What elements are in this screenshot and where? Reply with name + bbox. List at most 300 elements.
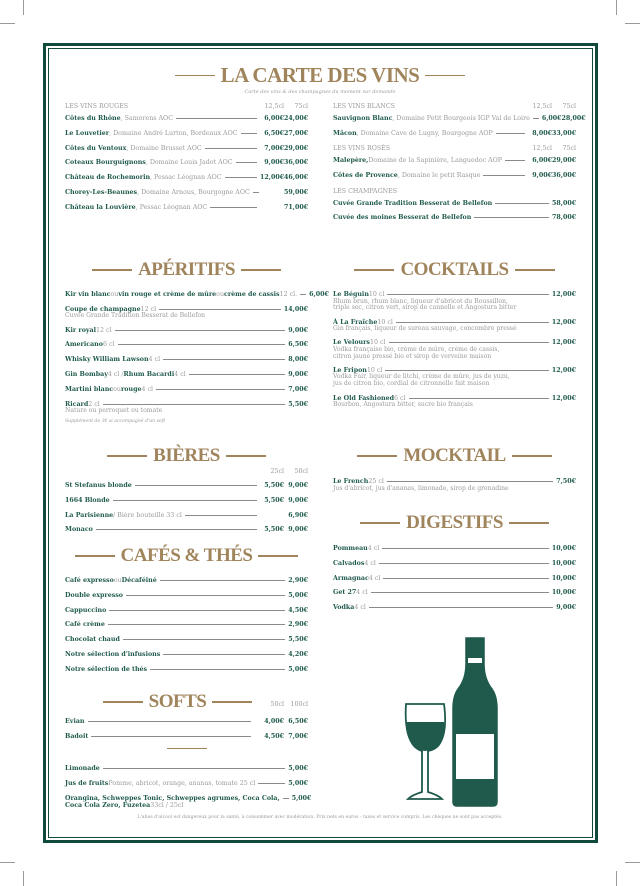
item-name: rouge: [120, 385, 142, 393]
menu-item-row: [65, 145, 308, 153]
item-name: Malepère,: [333, 157, 369, 165]
item-price: 4,50€: [288, 606, 308, 614]
item-name: Mâcon: [333, 129, 357, 137]
size-col-2: 100cl: [290, 701, 308, 708]
menu-item: [65, 386, 308, 394]
menu-item-row: [65, 327, 308, 335]
dot-leader: [396, 322, 549, 323]
dot-leader: [176, 118, 257, 119]
aperitifs-note: Supplément de 3€ si accompagné d'un soft: [65, 419, 166, 425]
price-small: 6,00€: [264, 115, 284, 122]
menu-item-row: [65, 482, 308, 490]
dot-leader: [253, 192, 259, 193]
dot-leader: [371, 592, 549, 593]
item-name: Ricard: [65, 400, 89, 408]
menu-item-row: [65, 733, 308, 741]
bieres-size-header: [65, 468, 308, 480]
heading-rule: [258, 555, 298, 557]
menu-item-row: [65, 386, 308, 394]
item-name: Armagnac: [333, 574, 369, 582]
heading-rule: [241, 269, 281, 271]
item-description: Rhum brun, rhum blanc, liqueur d'abricot du Roussillon,: [333, 297, 508, 305]
item-detail: 4 cl: [174, 370, 186, 378]
dot-leader: [115, 330, 286, 331]
item-name: Martini blanc: [65, 385, 114, 393]
item-description: Nature ou perroquet ou tomate: [65, 407, 163, 415]
heading-text: CAFÉS & THÉS: [120, 545, 253, 566]
item-price: 2,90€: [288, 577, 308, 584]
price-large: 6,90€: [288, 511, 308, 519]
dot-leader: [379, 563, 549, 564]
crop-mark: [23, 871, 24, 886]
price-small: 7,00€: [264, 144, 284, 152]
price-small: 8,00€: [532, 129, 552, 137]
item-name: Le Fripon: [333, 366, 367, 374]
item-detail: , Pessac Léognan AOC: [150, 174, 222, 182]
item-detail: , Domaine le petit Rasque: [397, 172, 481, 180]
heading-text: APÉRITIFS: [138, 259, 235, 280]
section-label: LES VINS ROUGES: [65, 103, 129, 110]
menu-item-row: [65, 512, 308, 520]
item-price: 10,00€: [551, 559, 576, 567]
item-detail: 4 cl: [367, 545, 380, 552]
item-price: 10,00€: [551, 589, 576, 597]
item-name: Coca Cola Zero, Fuzetea: [65, 802, 151, 810]
item-detail: , Domaine Petit Bourgeois IGP Val de Loire: [392, 115, 530, 122]
dot-leader: [387, 481, 553, 482]
menu-item-row: [65, 666, 308, 674]
item-name: Chocolat chaud: [65, 636, 120, 644]
dot-leader: [382, 548, 549, 549]
item-name: Whisky William Lawson: [65, 356, 149, 364]
dot-leader: [126, 595, 285, 596]
crop-mark: [0, 862, 15, 863]
heading-text: COCKTAILS: [400, 259, 509, 280]
item-name: Château de Rochemorin: [65, 174, 151, 182]
menu-item-row: [65, 636, 308, 644]
item-name: Le Velours: [333, 339, 370, 347]
legal-footer-note: L'abus d'alcool est dangereux pour la santé, à consommer avec modération. Prix nets en euros - taxes et service compris. Les chèques ne sont pas acceptés.: [137, 815, 503, 820]
item-detail: , Samorens AOC: [120, 115, 174, 122]
item-price: 5,00€: [291, 794, 312, 802]
item-name: Sauvignon Blanc: [333, 115, 393, 122]
dot-leader: [496, 133, 525, 134]
item-detail: 2 cl: [88, 400, 100, 408]
softs-divider: [167, 748, 207, 750]
menu-item-row: [65, 780, 308, 788]
dot-leader: [495, 203, 549, 204]
item-name: Kir royal: [65, 326, 97, 334]
dot-leader: [118, 344, 286, 345]
bieres-heading: [65, 444, 308, 468]
size-col-2: 75cl: [562, 103, 576, 110]
item-detail: , Domaine André Lurton, Bordeaux AOC: [109, 129, 238, 137]
item-name: Cuvée Grande Tradition Besserat de Bellefon: [333, 199, 493, 207]
heading-rule: [92, 269, 132, 271]
price-small: 4,50€: [264, 732, 284, 740]
heading-rule: [509, 522, 549, 524]
item-price: 2,90€: [288, 621, 308, 629]
softs-size-header: [254, 701, 308, 714]
item-name: Americano: [65, 341, 103, 349]
size-col-1: 25cl: [270, 468, 284, 475]
dot-leader: [409, 398, 549, 399]
dot-leader: [185, 515, 257, 516]
menu-item-row: [333, 157, 576, 165]
dot-leader: [505, 160, 525, 161]
price-small: 9,00€: [264, 159, 284, 167]
menu-item-row: [65, 189, 308, 197]
aperitifs-heading: [65, 258, 308, 282]
menu-item: [65, 306, 308, 320]
dot-leader: [369, 607, 553, 608]
item-price: 10,00€: [551, 545, 576, 552]
dot-leader: [389, 342, 549, 343]
menu-item: [65, 291, 329, 299]
item-description: Cuvée Grande Tradition Besserat de Bellefon: [65, 312, 206, 320]
menu-item: [333, 367, 576, 388]
item-price: 12,00€: [551, 394, 576, 402]
item-name: Coupe de champagne: [65, 305, 141, 313]
item-name: Orangina, Schweppes Tonic, Schweppes agrumes, Coca Cola,: [65, 794, 280, 802]
price-large: 36,00€: [552, 172, 577, 180]
item-description: Vodka française bio, crème de mûre, crème de cassis,: [333, 345, 500, 353]
item-name: Le Louvetier: [65, 129, 110, 137]
vins-blancs-header: [333, 103, 576, 115]
dot-leader: [241, 133, 257, 134]
dot-leader: [156, 389, 285, 390]
dot-leader: [258, 783, 285, 784]
dot-leader: [533, 118, 539, 119]
price-large: 7,00€: [288, 732, 308, 740]
size-col-1: 12,5cl: [532, 145, 552, 153]
page-title: [0, 63, 640, 88]
heading-rule: [226, 455, 266, 457]
item-price: 6,50€: [288, 341, 308, 349]
item-detail: 12 cl.: [279, 291, 298, 298]
price-large: 9,00€: [288, 482, 308, 489]
item-detail: 4 cl: [356, 589, 368, 597]
size-col-1: 12,5cl: [264, 103, 284, 110]
mocktail-heading: [333, 444, 576, 468]
dot-leader: [236, 162, 257, 163]
item-detail: Pomme, abricot, orange, ananas, tomate 25 cl: [108, 779, 256, 787]
section-digestifs: [333, 511, 576, 619]
item-name: Gin Bombay: [65, 370, 108, 378]
item-name: Rhum Bacardi: [123, 370, 175, 378]
price-large: 33,00€: [552, 129, 577, 137]
champagnes-header: [333, 188, 576, 200]
menu-item-row: [65, 526, 308, 534]
item-description: citron jaune pressé bio et sirop de verveine maison: [333, 352, 492, 360]
heading-rule: [103, 701, 143, 703]
item-name: Cuvée des moines Besserat de Bellefon: [333, 214, 472, 222]
page-title-text: LA CARTE DES VINS: [220, 63, 420, 87]
price-large: 58,00€: [552, 199, 577, 207]
softs-heading: [65, 690, 254, 714]
dot-leader: [387, 294, 548, 295]
item-price: 5,50€: [288, 636, 308, 644]
menu-item-row: [65, 371, 308, 379]
dot-leader: [383, 578, 548, 579]
item-name: Get 27: [333, 589, 357, 597]
item-detail: ou: [110, 291, 119, 298]
price-small: 12,00€: [260, 174, 285, 182]
heading-rule: [75, 555, 115, 557]
item-name: Kir vin blanc: [65, 291, 111, 298]
menu-item-row: [65, 159, 308, 167]
menu-item-row: [333, 130, 576, 138]
price-large: 29,00€: [552, 157, 577, 165]
dot-leader: [283, 798, 289, 799]
menu-item: [65, 401, 308, 415]
item-detail: 6 cl: [394, 394, 406, 402]
item-detail: , Domaine Cave de Lugny, Bourgogne AOP: [356, 129, 493, 137]
item-name: Côtes de Provence: [333, 172, 398, 180]
price-large: 59,00€: [284, 188, 309, 196]
item-price: 10,00€: [551, 574, 576, 582]
item-detail: 10 cl: [368, 291, 385, 298]
item-price: 6,00€: [309, 291, 329, 298]
item-detail: 10 cl: [377, 318, 393, 326]
item-name: Café expresso: [65, 577, 114, 584]
menu-item: [65, 371, 308, 379]
menu-item: [65, 341, 308, 349]
section-label: LES VINS ROSÉS: [333, 145, 391, 153]
section-vins-blancs: [333, 103, 586, 229]
menu-item-row: [333, 545, 576, 553]
cocktails-heading: [333, 258, 576, 282]
item-name: Notre sélection d'infusions: [65, 650, 161, 658]
crop-mark: [0, 23, 15, 24]
menu-item: [65, 356, 308, 364]
item-name: Cappuccino: [65, 606, 107, 614]
heading-rule: [107, 455, 147, 457]
item-price: 5,00€: [288, 591, 308, 599]
item-price: 5,50€: [288, 400, 308, 408]
item-name: St Stefanus blonde: [65, 482, 132, 489]
item-name: Côtes du Rhône: [65, 115, 121, 122]
item-price: 12,00€: [551, 291, 576, 298]
price-large: 29,00€: [284, 144, 309, 152]
item-name: Evian: [65, 718, 85, 725]
item-price: 9,00€: [556, 604, 576, 612]
dot-leader: [108, 624, 285, 625]
digestifs-heading: [333, 511, 576, 535]
price-large: 71,00€: [284, 203, 309, 211]
item-name: À La Fraîche: [333, 318, 378, 326]
dot-leader: [150, 669, 285, 670]
dot-leader: [113, 500, 257, 501]
item-detail: 33cl / 25cl: [150, 802, 184, 810]
item-detail: ou: [113, 577, 122, 584]
vins-rouges-header: [65, 103, 308, 115]
section-cocktails: [333, 258, 576, 415]
menu-item-row: [65, 651, 308, 659]
section-label: LES CHAMPAGNES: [333, 187, 398, 195]
dot-leader: [160, 580, 286, 581]
dot-leader: [163, 654, 285, 655]
title-rule-right: [425, 75, 465, 77]
item-name: Vodka: [333, 604, 355, 612]
size-col-1: 50cl: [270, 701, 284, 708]
size-col-2: 75cl: [562, 145, 576, 153]
item-detail: , Domaine Arnous, Bourgogne AOC: [137, 188, 250, 196]
price-small: 5,50€: [264, 482, 284, 489]
item-name: Décaféiné: [121, 577, 157, 584]
price-large: 78,00€: [552, 214, 577, 222]
menu-item: [333, 339, 576, 360]
menu-item-row: [65, 577, 308, 585]
price-small: 6,50€: [264, 129, 284, 137]
item-name: Limonade: [65, 765, 100, 773]
dot-leader: [103, 404, 285, 405]
item-detail: , Domaine Brusset AOC: [126, 144, 202, 152]
price-large: 9,00€: [288, 496, 308, 504]
item-detail: 6 cl: [102, 341, 115, 349]
section-mocktail: [333, 444, 576, 499]
menu-item-row-2: [65, 802, 308, 810]
title-rule-left: [175, 75, 215, 77]
item-description: Gin français, liqueur de sureau sauvage, concombre pressé: [333, 325, 517, 333]
dot-leader: [483, 175, 525, 176]
menu-item-row: [65, 765, 308, 773]
item-name: crème de cassis: [224, 291, 280, 298]
price-small: 6,00€: [541, 115, 562, 122]
item-price: 8,00€: [288, 356, 308, 364]
dot-leader: [163, 359, 285, 360]
menu-item: [333, 291, 576, 312]
menu-item-row: [65, 794, 312, 803]
dot-leader: [109, 610, 285, 611]
item-detail: 12 cl: [140, 305, 157, 313]
crop-mark: [23, 0, 24, 15]
item-detail: / Bière bouteille 33 cl: [113, 511, 182, 519]
item-detail: 4 cl: [354, 604, 366, 612]
price-small: 4,00€: [264, 718, 284, 725]
menu-item-row: [333, 115, 586, 123]
item-detail: , Domaine Louis Jadot AOC: [145, 159, 233, 167]
item-price: 12,00€: [551, 339, 576, 347]
menu-item: [65, 327, 308, 335]
menu-item-row: [65, 341, 308, 349]
dot-leader: [189, 374, 285, 375]
section-label: LES VINS BLANCS: [333, 103, 395, 110]
crop-mark: [625, 862, 640, 863]
item-price: 14,00€: [283, 305, 308, 313]
dot-leader: [205, 148, 257, 149]
dot-leader: [91, 736, 251, 737]
item-price: 12,00€: [551, 318, 576, 326]
section-cafes-thes: [65, 544, 308, 681]
item-price: 5,00€: [288, 765, 308, 773]
menu-item-row: [65, 621, 308, 629]
menu-item-row: [333, 575, 576, 583]
menu-item-row: [65, 291, 329, 299]
item-detail: 4 cl: [368, 574, 381, 582]
item-name: Coteaux Bourguignons: [65, 159, 146, 167]
price-large: 24,00€: [284, 115, 309, 122]
crop-mark: [625, 23, 640, 24]
price-large: 28,00€: [561, 115, 586, 122]
menu-item: [333, 319, 576, 333]
size-col-1: 12,5cl: [532, 103, 552, 110]
softs-header-row: [65, 690, 308, 714]
dot-leader: [474, 217, 549, 218]
item-description: jus de citron bio, cordial de citronnelle fait maison: [333, 380, 490, 388]
item-detail: 12 cl: [96, 326, 112, 334]
cafes-heading: [65, 544, 308, 568]
section-bieres: [65, 444, 308, 541]
size-col-2: 50cl: [294, 468, 308, 475]
item-detail: ou: [113, 385, 121, 393]
menu-item-row: [333, 214, 576, 222]
dot-leader: [135, 485, 257, 486]
heading-rule: [515, 269, 555, 271]
menu-item-row: [333, 589, 576, 597]
item-name: Badoit: [65, 732, 89, 740]
item-name: Double expresso: [65, 591, 124, 599]
price-small: 5,50€: [264, 496, 284, 504]
item-name: Côtes du Ventoux: [65, 144, 127, 152]
menu-item-row: [333, 200, 576, 208]
heading-rule: [212, 701, 252, 703]
menu-item-row: [65, 115, 308, 123]
menu-item-row: [65, 592, 308, 600]
item-price: 9,00€: [288, 326, 308, 334]
item-description: Vodka Fair, liqueur de litchi, crème de mûre, jus de yuzu,: [333, 373, 510, 381]
item-description: triple sec, citron vert, sirop de cannelle et Angostura bitter: [333, 304, 517, 312]
section-vins-rouges: [65, 103, 308, 219]
menu-item: [333, 478, 576, 492]
item-price: 5,00€: [288, 779, 308, 787]
item-price: 12,00€: [551, 366, 576, 374]
item-name: Le Béguin: [333, 291, 369, 298]
menu-item-row: [65, 607, 308, 615]
item-name: Château la Louvière: [65, 203, 136, 211]
heading-rule: [512, 455, 552, 457]
item-name: Notre sélection de thés: [65, 665, 148, 673]
price-large: 46,00€: [284, 174, 309, 182]
dot-leader: [225, 177, 257, 178]
heading-text: BIÈRES: [153, 445, 220, 466]
price-small: 6,00€: [532, 157, 552, 165]
crop-mark: [616, 0, 617, 15]
item-description: Jus d'abricot, jus d'ananas, limonade, sirop de grenadine: [333, 484, 509, 492]
heading-rule: [354, 269, 394, 271]
menu-header: [0, 63, 640, 95]
heading-rule: [360, 522, 400, 524]
item-price: 5,00€: [288, 665, 308, 673]
item-name: Monaco: [65, 526, 93, 534]
dot-leader: [210, 207, 257, 208]
crop-mark: [616, 871, 617, 886]
item-detail: Domaine de la Sapinière, Languedoc AOP: [368, 157, 503, 165]
item-name: vin rouge et crème de mûre: [118, 291, 217, 298]
menu-item-row: [65, 130, 308, 138]
menu-item: [333, 395, 576, 409]
page-subtitle: Carte des vins & des champagnes du moment sur demande: [244, 89, 396, 95]
price-small: 5,50€: [264, 526, 284, 534]
item-detail: 4 cl: [364, 559, 376, 567]
section-softs: [65, 690, 312, 816]
price-large: 6,50€: [288, 718, 308, 725]
size-col-2: 75cl: [294, 103, 308, 110]
item-detail: 4 cl: [148, 356, 161, 364]
menu-item-row: [333, 560, 576, 568]
dot-leader: [385, 370, 548, 371]
menu-item-row: [65, 718, 308, 726]
